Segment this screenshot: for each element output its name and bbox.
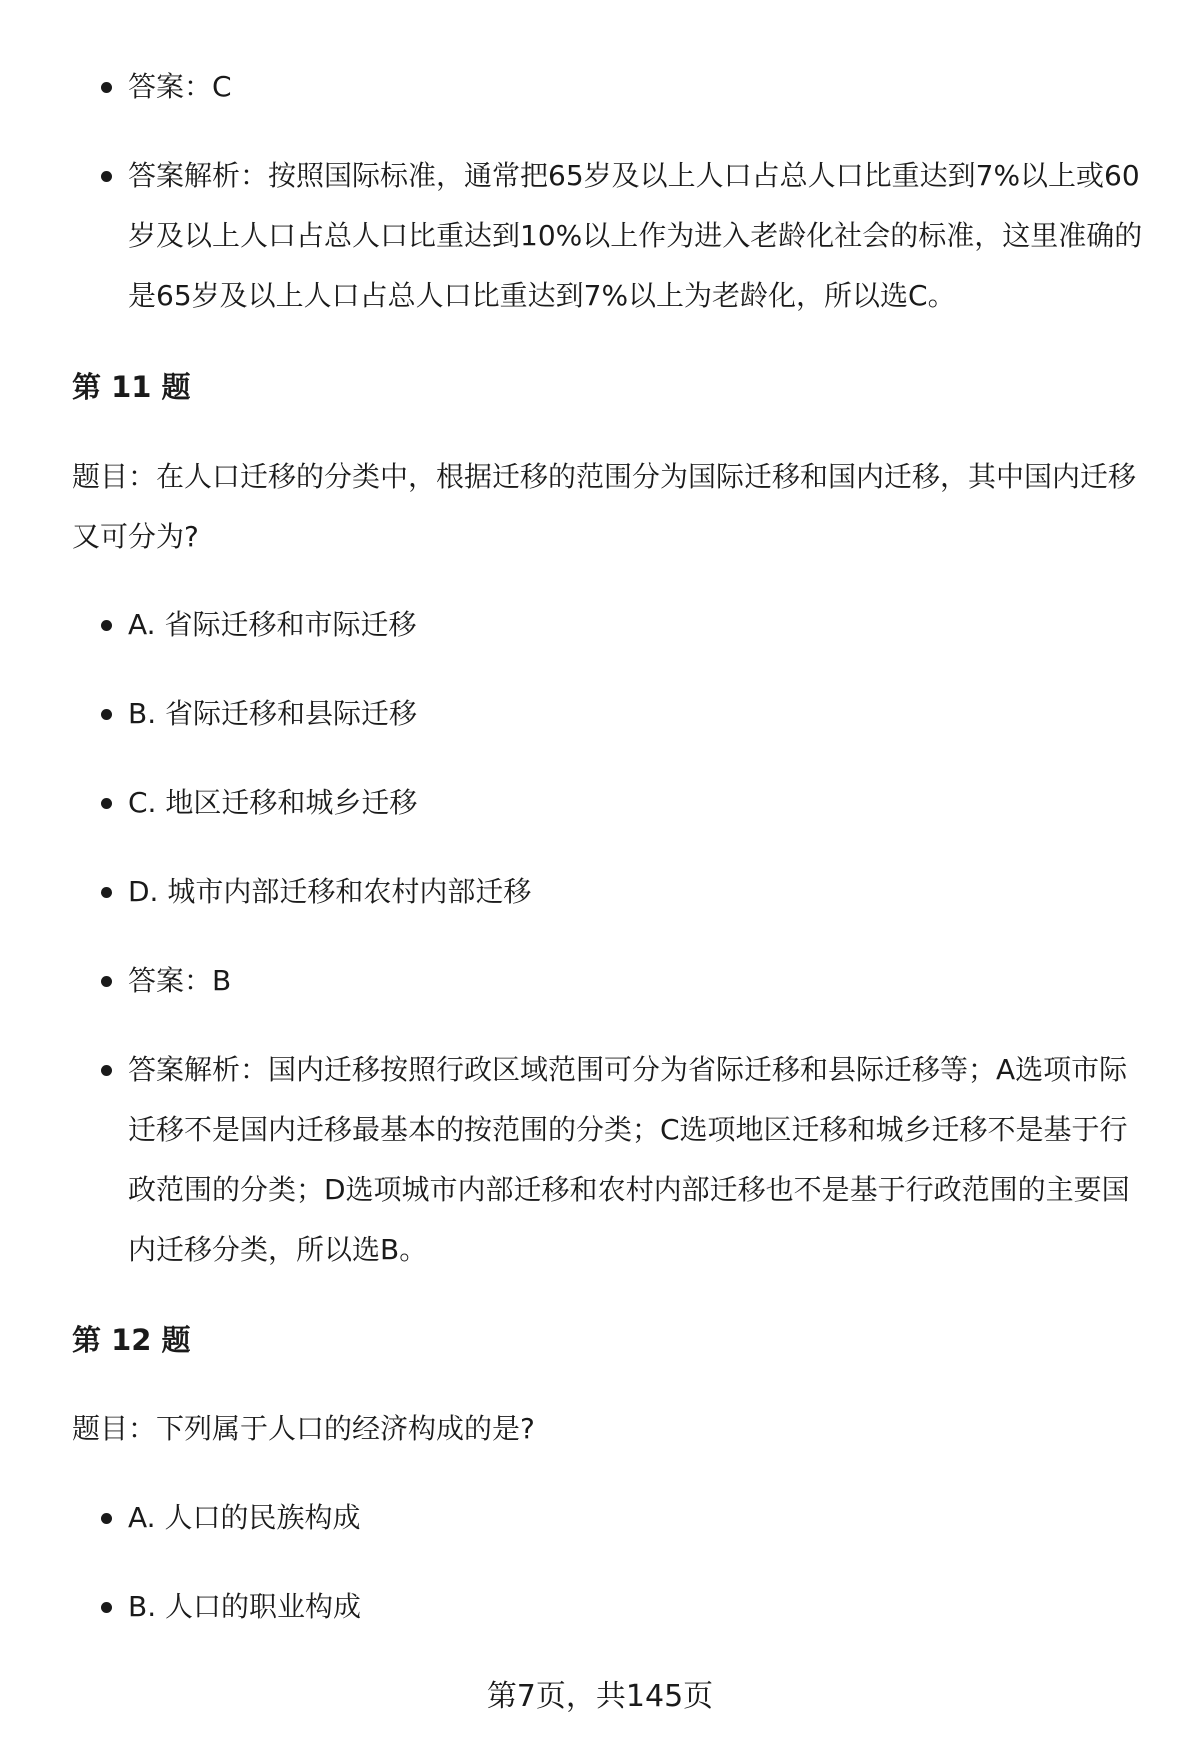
q12-option-b: B. 人口的职业构成: [128, 1577, 1148, 1637]
q11-option-c: C. 地区迁移和城乡迁移: [128, 773, 1148, 833]
q10-answer: 答案：C: [128, 57, 1148, 117]
q11-answer: 答案：B: [128, 951, 1148, 1011]
q11-option-d: D. 城市内部迁移和农村内部迁移: [128, 862, 1148, 922]
page-number-footer: 第7页，共145页: [486, 1679, 714, 1714]
q11-heading: 第 11 题: [72, 370, 191, 404]
q12-heading: 第 12 题: [72, 1323, 191, 1357]
q12-option-a: A. 人口的民族构成: [128, 1488, 1148, 1548]
q11-explanation: 答案解析：国内迁移按照行政区域范围可分为省际迁移和县际迁移等；A选项市际迁移不是国内迁移最基本的按范围的分类；C选项地区迁移和城乡迁移不是基于行政范围的分类；D选项城市内部迁移和农村内部迁移也不是基于行政范围的主要国内迁移分类，所以选B。: [128, 1040, 1148, 1280]
q12-question: 题目：下列属于人口的经济构成的是?: [72, 1412, 535, 1445]
q11-question: 题目：在人口迁移的分类中，根据迁移的范围分为国际迁移和国内迁移，其中国内迁移又可分为?: [72, 460, 1137, 553]
q11-option-b: B. 省际迁移和县际迁移: [128, 684, 1148, 744]
q10-explanation: 答案解析：按照国际标准，通常把65岁及以上人口占总人口比重达到7%以上或60岁及以上人口占总人口比重达到10%以上作为进入老龄化社会的标准，这里准确的是65岁及以上人口占总人口比重达到7%以上为老龄化，所以选C。: [128, 146, 1148, 326]
q11-option-a: A. 省际迁移和市际迁移: [128, 595, 1148, 655]
